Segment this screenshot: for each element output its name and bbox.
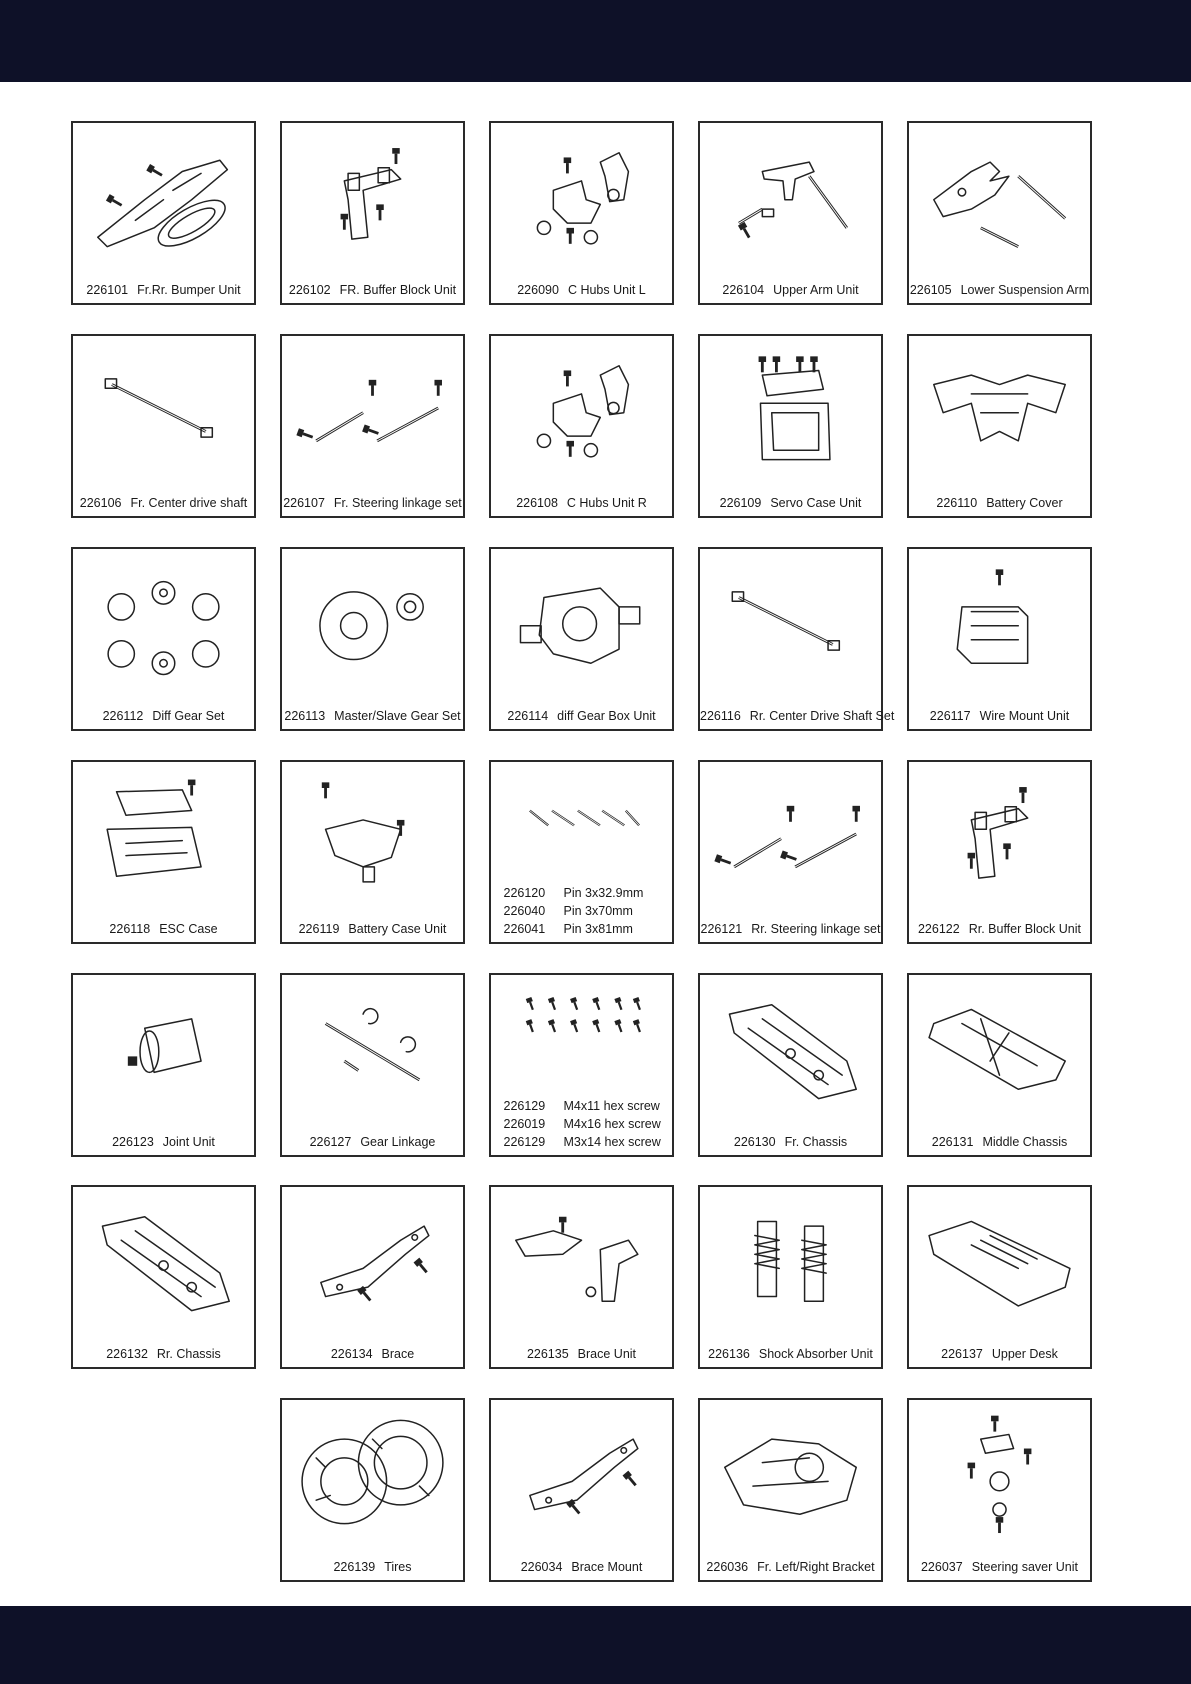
part-card: [280, 547, 465, 731]
part-code: 226127: [309, 1135, 352, 1149]
part-code: 226090: [517, 283, 559, 297]
part-spec-line: [491, 920, 672, 938]
esc-case-icon: [79, 770, 248, 898]
part-caption: [909, 920, 1090, 938]
part-code: 226114: [507, 709, 549, 723]
part-name: Steering saver Unit: [971, 1560, 1079, 1574]
part-caption: [282, 1558, 463, 1576]
part-code: 226041: [503, 922, 546, 936]
part-code: 226137: [941, 1347, 983, 1361]
part-card: [907, 334, 1092, 518]
part-card: [280, 334, 465, 518]
upper-arm-icon: [706, 131, 875, 259]
part-name: Brace: [381, 1347, 415, 1361]
part-card: [489, 1398, 674, 1582]
part-caption: [700, 920, 881, 938]
part-caption: [491, 707, 672, 725]
tire-icon: [288, 1408, 457, 1536]
part-spec-list: [491, 1097, 672, 1151]
part-card: [280, 973, 465, 1157]
part-name: Master/Slave Gear Set: [334, 709, 461, 723]
part-code: 226108: [516, 496, 558, 510]
chassis-icon: [79, 1195, 248, 1323]
part-name: Fr. Center drive shaft: [130, 496, 248, 510]
part-caption: [909, 707, 1090, 725]
part-code: 226104: [722, 283, 765, 297]
brace-icon: [288, 1195, 457, 1323]
part-name: Pin 3x81mm: [563, 922, 633, 936]
part-spec-line: [491, 902, 672, 920]
part-name: Diff Gear Set: [152, 709, 225, 723]
master-gear-icon: [288, 557, 457, 685]
part-card: [698, 121, 883, 305]
part-card: [71, 547, 256, 731]
part-caption: [909, 1133, 1090, 1151]
part-card: [698, 1398, 883, 1582]
part-code: 226102: [288, 283, 331, 297]
part-name: Rr. Chassis: [156, 1347, 221, 1361]
part-name: Gear Linkage: [360, 1135, 436, 1149]
part-card: [71, 760, 256, 944]
part-card: [907, 1398, 1092, 1582]
part-card: [71, 334, 256, 518]
part-caption: [282, 281, 463, 299]
part-code: 226129: [503, 1099, 546, 1113]
part-name: Upper Desk: [991, 1347, 1058, 1361]
middle-chassis-icon: [915, 983, 1084, 1111]
part-card: [489, 121, 674, 305]
chassis-icon: [706, 983, 875, 1111]
gear-set-icon: [79, 557, 248, 685]
part-code: 226123: [112, 1135, 154, 1149]
part-spec-list: [491, 884, 672, 938]
part-code: 226117: [929, 709, 971, 723]
part-caption: [73, 920, 254, 938]
part-caption: [73, 494, 254, 512]
part-name: Brace Mount: [571, 1560, 643, 1574]
part-code: 226101: [86, 283, 129, 297]
part-caption: [73, 1133, 254, 1151]
part-card: [907, 973, 1092, 1157]
part-name: Rr. Center Drive Shaft Set: [749, 709, 895, 723]
part-name: Rr. Steering linkage set: [751, 922, 881, 936]
upper-deck-icon: [915, 1195, 1084, 1323]
part-name: Pin 3x70mm: [563, 904, 633, 918]
part-caption: [491, 281, 672, 299]
part-name: Lower Suspension Arm: [960, 283, 1090, 297]
part-code: 226136: [708, 1347, 750, 1361]
shock-absorber-icon: [706, 1195, 875, 1323]
part-name: Fr. Left/Right Bracket: [757, 1560, 875, 1574]
part-code: 226134: [330, 1347, 373, 1361]
part-caption: [700, 1558, 881, 1576]
part-name: Wire Mount Unit: [979, 709, 1070, 723]
part-code: 226129: [503, 1135, 546, 1149]
part-card: [489, 1185, 674, 1369]
part-code: 226132: [106, 1347, 148, 1361]
part-code: 226019: [503, 1117, 546, 1131]
part-name: Fr. Chassis: [784, 1135, 848, 1149]
lower-arm-icon: [915, 131, 1084, 259]
part-caption: [73, 1345, 254, 1363]
part-name: Joint Unit: [162, 1135, 215, 1149]
bracket-icon: [706, 1408, 875, 1536]
part-code: 226107: [283, 496, 325, 510]
part-card: [71, 121, 256, 305]
part-caption: [700, 1133, 881, 1151]
part-code: 226122: [917, 922, 960, 936]
buffer-block-icon: [915, 770, 1084, 898]
part-code: 226118: [109, 922, 151, 936]
part-code: 226131: [931, 1135, 974, 1149]
part-caption: [909, 281, 1090, 299]
part-code: 226113: [284, 709, 326, 723]
part-card: [280, 121, 465, 305]
part-code: 226130: [733, 1135, 776, 1149]
part-caption: [282, 1345, 463, 1363]
part-code: 226116: [700, 709, 741, 723]
pins-icon: [497, 770, 666, 866]
part-caption: [282, 494, 463, 512]
part-code: 226040: [503, 904, 546, 918]
part-code: 226135: [526, 1347, 569, 1361]
part-name: Battery Case Unit: [348, 922, 447, 936]
part-code: 226110: [936, 496, 978, 510]
gear-linkage-icon: [288, 983, 457, 1111]
part-name: Tires: [384, 1560, 412, 1574]
part-code: 226034: [520, 1560, 563, 1574]
part-caption: [73, 707, 254, 725]
part-code: 226139: [333, 1560, 376, 1574]
part-card: [280, 1185, 465, 1369]
part-caption: [282, 707, 463, 725]
part-caption: [282, 1133, 463, 1151]
drive-shaft-icon: [79, 344, 248, 472]
part-code: 226036: [706, 1560, 749, 1574]
battery-case-icon: [288, 770, 457, 898]
part-name: FR. Buffer Block Unit: [339, 283, 457, 297]
drive-shaft-icon: [706, 557, 875, 685]
part-card: [489, 973, 674, 1157]
part-code: 226120: [503, 886, 546, 900]
bumper-unit-icon: [79, 131, 248, 259]
part-card: [280, 1398, 465, 1582]
part-card: [698, 547, 895, 731]
battery-cover-icon: [915, 344, 1084, 472]
part-code: 226112: [102, 709, 144, 723]
footer-band: [0, 1606, 1191, 1684]
part-code: 226109: [719, 496, 762, 510]
part-name: C Hubs Unit R: [566, 496, 647, 510]
wire-mount-icon: [915, 557, 1084, 685]
part-name: diff Gear Box Unit: [557, 709, 656, 723]
brace-icon: [497, 1408, 666, 1536]
part-name: Fr.Rr. Bumper Unit: [137, 283, 241, 297]
part-caption: [909, 1558, 1090, 1576]
part-caption: [282, 920, 463, 938]
part-card: [280, 760, 465, 944]
part-code: 226037: [920, 1560, 963, 1574]
part-caption: [491, 1345, 672, 1363]
part-name: Upper Arm Unit: [773, 283, 859, 297]
part-name: C Hubs Unit L: [567, 283, 646, 297]
part-spec-line: [491, 1115, 672, 1133]
part-card: [698, 973, 883, 1157]
part-caption: [700, 1345, 881, 1363]
part-name: M4x11 hex screw: [563, 1099, 660, 1113]
part-card: [698, 760, 883, 944]
part-spec-line: [491, 884, 672, 902]
part-name: Fr. Steering linkage set: [333, 496, 462, 510]
part-name: Shock Absorber Unit: [758, 1347, 873, 1361]
part-name: Servo Case Unit: [770, 496, 862, 510]
part-name: Rr. Buffer Block Unit: [968, 922, 1082, 936]
part-card: [71, 973, 256, 1157]
brace-unit-icon: [497, 1195, 666, 1323]
part-card: [698, 1185, 883, 1369]
steering-saver-icon: [915, 1408, 1084, 1536]
part-card: [698, 334, 883, 518]
part-name: ESC Case: [159, 922, 218, 936]
part-name: M4x16 hex screw: [563, 1117, 661, 1131]
part-caption: [73, 281, 254, 299]
part-code: 226106: [79, 496, 122, 510]
part-card: [907, 121, 1092, 305]
c-hub-icon: [497, 131, 666, 259]
part-card: [907, 760, 1092, 944]
part-code: 226105: [909, 283, 952, 297]
part-card: [489, 760, 674, 944]
linkage-icon: [706, 770, 875, 898]
part-name: Brace Unit: [577, 1347, 637, 1361]
part-name: Battery Cover: [986, 496, 1063, 510]
buffer-block-icon: [288, 131, 457, 259]
part-name: M3x14 hex screw: [563, 1135, 661, 1149]
part-code: 226119: [298, 922, 340, 936]
part-card: [489, 334, 674, 518]
c-hub-icon: [497, 344, 666, 472]
part-caption: [491, 1558, 672, 1576]
part-caption: [909, 1345, 1090, 1363]
gear-box-icon: [497, 557, 666, 685]
part-caption: [700, 494, 881, 512]
part-card: [71, 1185, 256, 1369]
part-spec-line: [491, 1133, 672, 1151]
screws-icon: [497, 983, 666, 1079]
part-card: [907, 547, 1092, 731]
servo-case-icon: [706, 344, 875, 472]
part-name: Middle Chassis: [982, 1135, 1068, 1149]
part-name: Pin 3x32.9mm: [563, 886, 644, 900]
part-caption: [700, 281, 881, 299]
part-spec-line: [491, 1097, 672, 1115]
part-card: [907, 1185, 1092, 1369]
part-caption: [491, 494, 672, 512]
part-card: [489, 547, 674, 731]
part-caption: [700, 707, 895, 725]
joint-unit-icon: [79, 983, 248, 1111]
linkage-icon: [288, 344, 457, 472]
part-code: 226121: [700, 922, 743, 936]
part-caption: [909, 494, 1090, 512]
